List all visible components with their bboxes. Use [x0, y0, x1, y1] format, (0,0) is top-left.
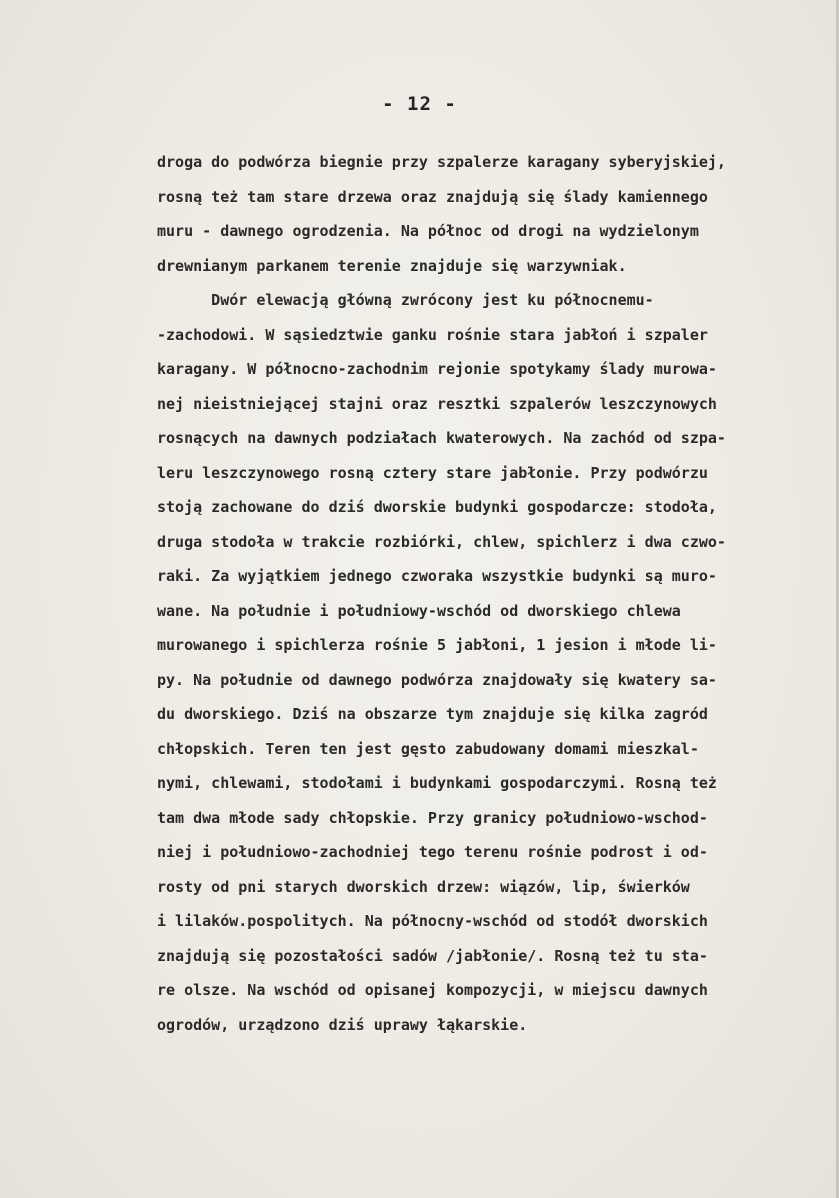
text-line: nej nieistniejącej stajni oraz resztki szpalerów leszczynowych: [157, 394, 717, 413]
text-line: py. Na południe od dawnego podwórza znajdowały się kwatery sa-: [157, 670, 717, 689]
text-line: karagany. W północno-zachodnim rejonie spotykamy ślady murowa-: [157, 360, 717, 378]
text-line: rosnących na dawnych podziałach kwaterowych. Na zachód od szpa-: [157, 429, 726, 447]
text-line: leru leszczynowego rosną cztery stare jabłonie. Przy podwórzu: [157, 463, 708, 482]
text-line: ogrodów, urządzono dziś uprawy łąkarskie.: [157, 1015, 528, 1034]
text-line: drewnianym parkanem terenie znajduje się warzywniak.: [157, 256, 627, 275]
text-line: tam dwa młode sady chłopskie. Przy granicy południowo-wschod-: [157, 808, 708, 827]
text-line: raki. Za wyjątkiem jednego czworaka wszystkie budynki są muro-: [157, 567, 717, 585]
text-line: rosty od pni starych dworskich drzew: wiązów, lip, świerków: [157, 877, 690, 896]
text-line: du dworskiego. Dziś na obszarze tym znajduje się kilka zagród: [157, 705, 708, 723]
text-line: druga stodoła w trakcie rozbiórki, chlew, spichlerz i dwa czwo-: [157, 532, 726, 551]
text-line: murowanego i spichlerza rośnie 5 jabłoni, 1 jesion i młode li-: [157, 636, 717, 654]
text-line: droga do podwórza biegnie przy szpalerze karagany syberyjskiej,: [157, 153, 726, 171]
text-line: znajdują się pozostałości sadów /jabłonie/. Rosną też tu sta-: [157, 946, 708, 965]
text-line: chłopskich. Teren ten jest gęsto zabudowany domami mieszkal-: [157, 739, 699, 758]
text-line: -zachodowi. W sąsiedztwie ganku rośnie stara jabłoń i szpaler: [157, 325, 708, 344]
text-line: stoją zachowane do dziś dworskie budynki gospodarcze: stodoła,: [157, 498, 717, 516]
text-line: Dwór elewacją główną zwrócony jest ku północnemu-: [157, 291, 654, 309]
page-number: - 12 -: [382, 93, 457, 115]
text-line: nymi, chlewami, stodołami i budynkami gospodarczymi. Rosną też: [157, 774, 717, 792]
text-line: wane. Na południe i południowy-wschód od dworskiego chlewa: [157, 601, 681, 620]
text-line: muru - dawnego ogrodzenia. Na północ od drogi na wydzielonym: [157, 222, 699, 240]
text-line: re olsze. Na wschód od opisanej kompozycji, w miejscu dawnych: [157, 981, 708, 999]
text-line: niej i południowo-zachodniej tego terenu rośnie podrost i od-: [157, 843, 708, 861]
text-line: i lilaków.pospolitych. Na północny-wschód od stodół dworskich: [157, 912, 708, 930]
text-line: rosną też tam stare drzewa oraz znajdują się ślady kamiennego: [157, 187, 708, 206]
